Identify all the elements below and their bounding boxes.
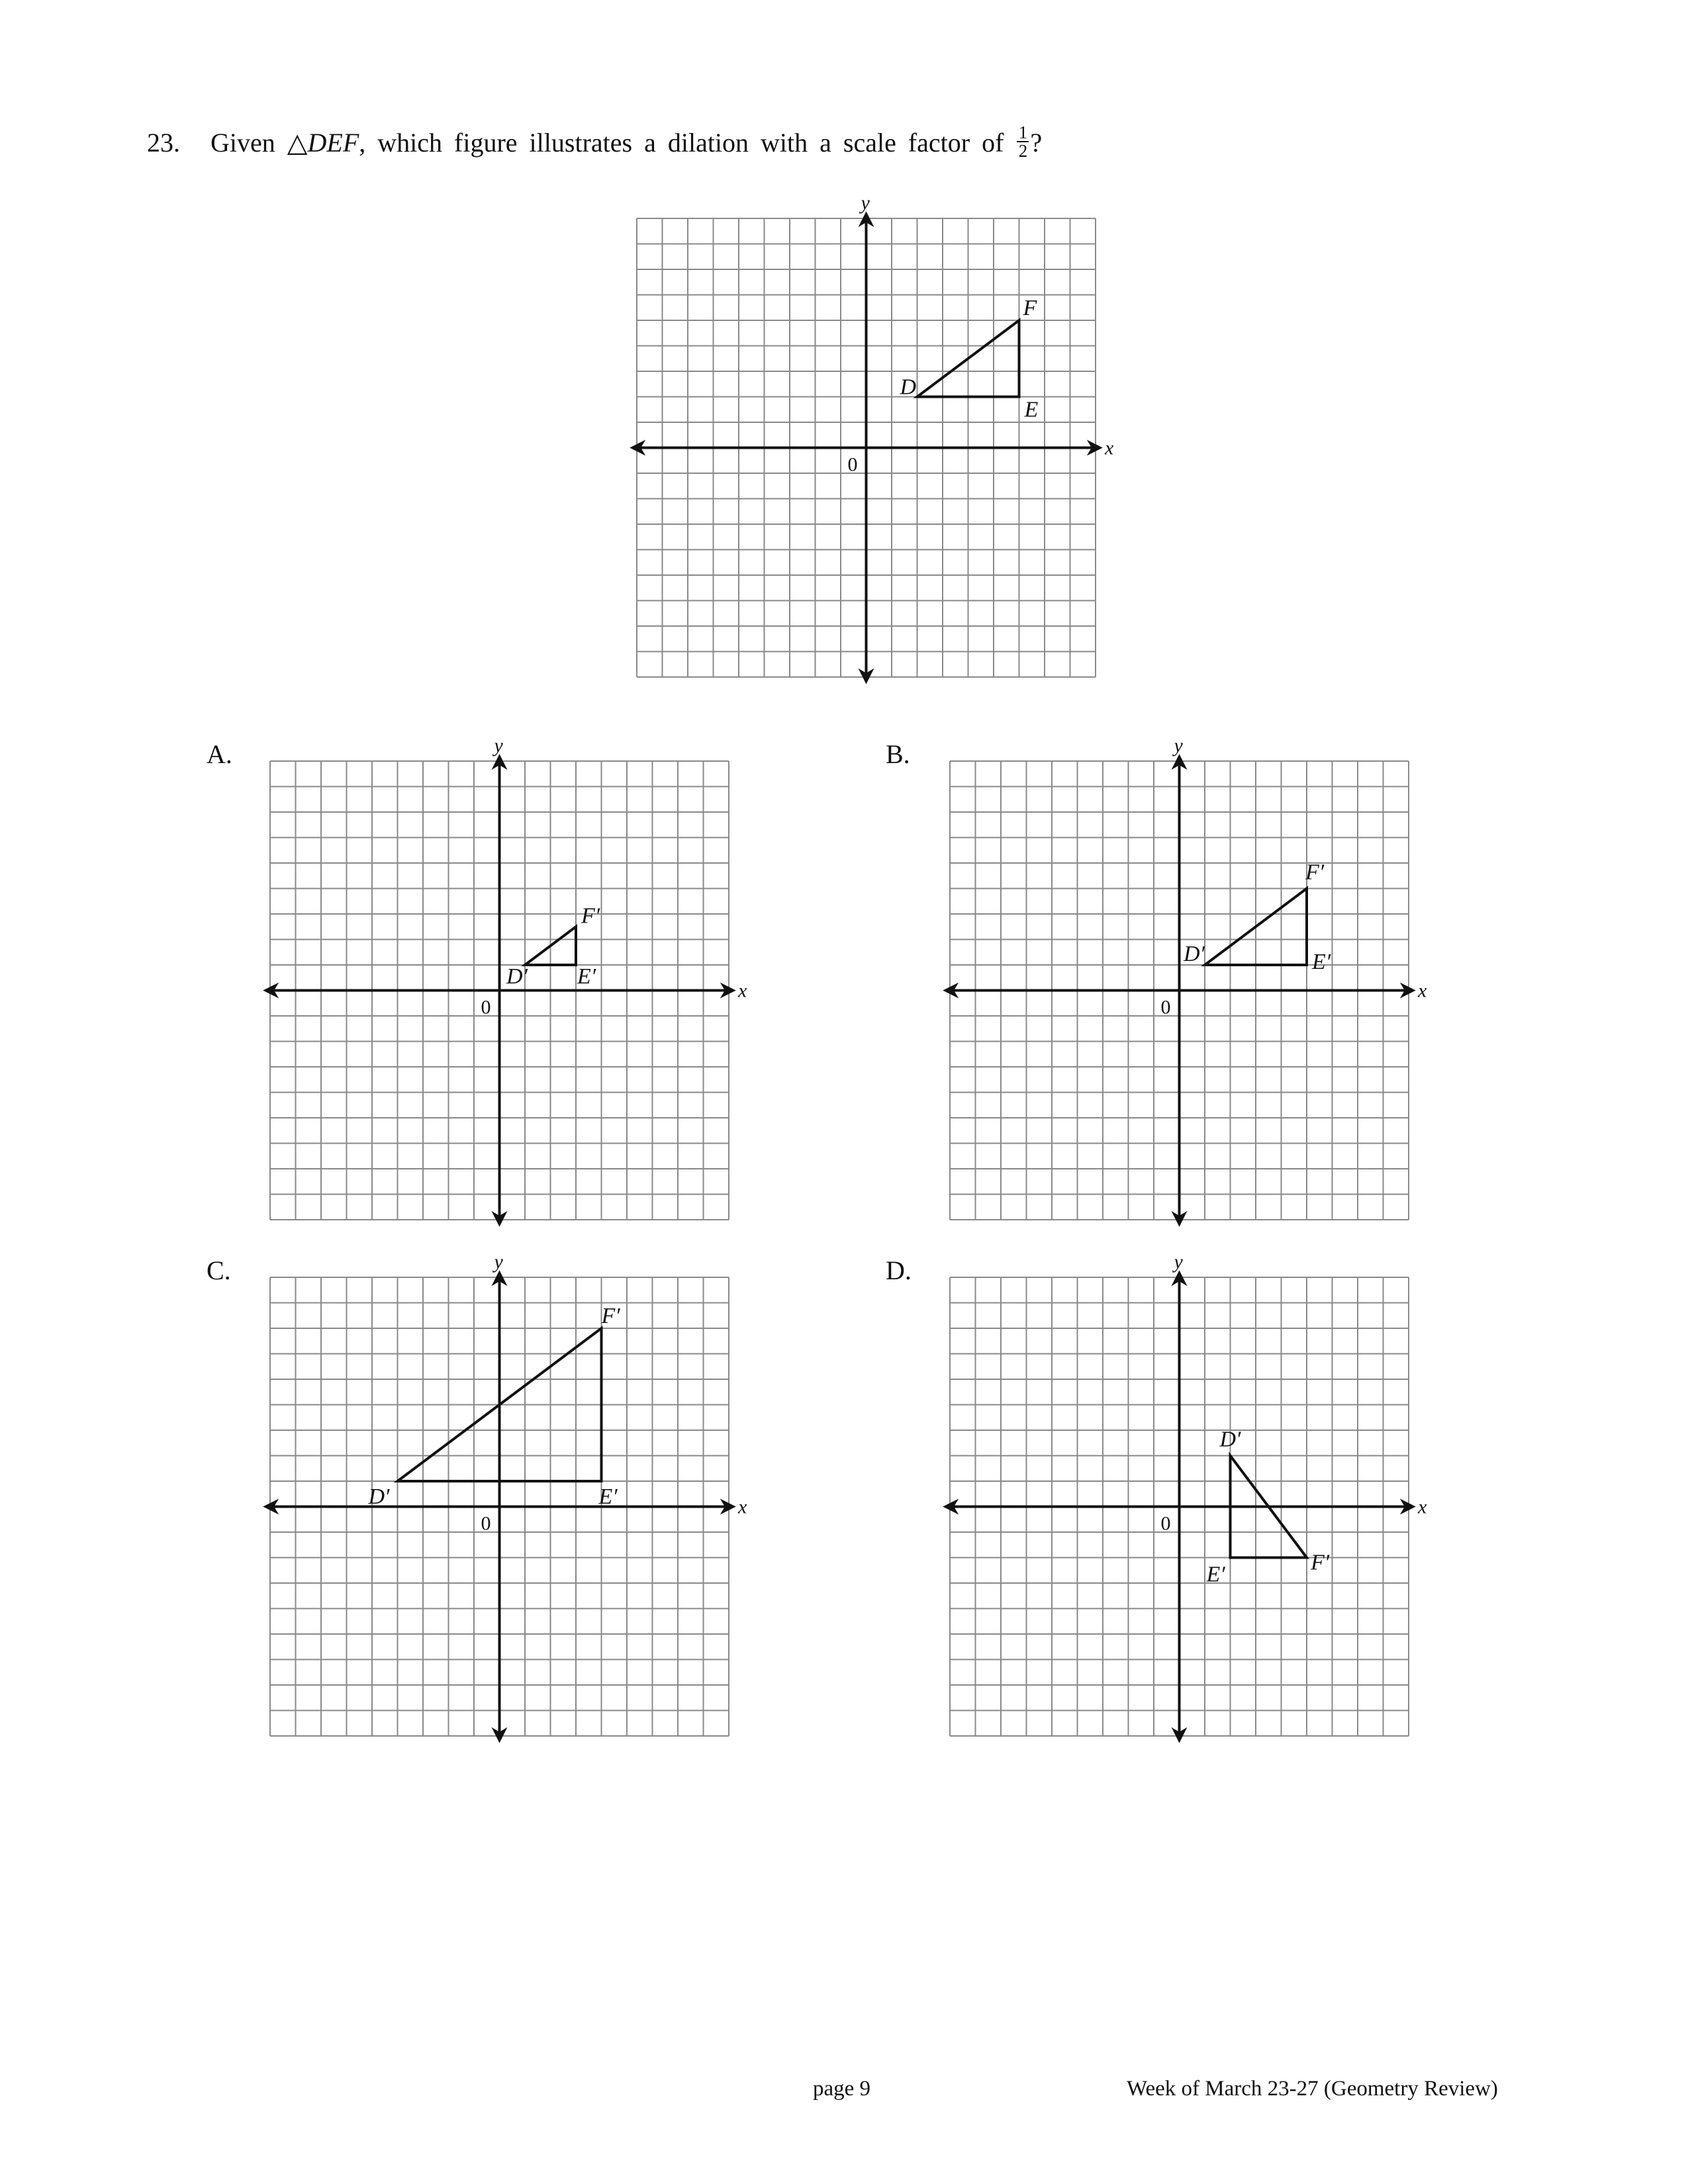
vertex-label: D — [900, 375, 917, 400]
question-number: 23. — [147, 128, 180, 158]
x-axis-label: x — [738, 979, 747, 1002]
y-axis-label: y — [494, 735, 503, 756]
vertex-label: D′ — [368, 1484, 390, 1509]
x-axis-label: x — [738, 1496, 747, 1518]
vertex-label: F — [1023, 296, 1037, 320]
vertex-label: E′ — [1206, 1562, 1225, 1587]
y-axis-label: y — [1174, 1251, 1183, 1273]
origin-label: 0 — [1160, 1512, 1171, 1535]
option-d-graph[interactable] — [943, 1251, 1433, 1754]
vertex-label: F′ — [581, 903, 600, 929]
vertex-label: D′ — [506, 964, 528, 989]
page-number: page 9 — [813, 2077, 871, 2101]
option-letter-c[interactable]: C. — [207, 1255, 231, 1285]
option-letter-a[interactable]: A. — [207, 739, 232, 769]
option-a-graph[interactable] — [263, 735, 753, 1238]
triangle-symbol: △ — [287, 128, 308, 158]
option-letter-b[interactable]: B. — [886, 739, 910, 769]
fraction-denominator: 2 — [1018, 140, 1028, 161]
vertex-label: E — [1024, 397, 1039, 422]
vertex-label: F′ — [601, 1304, 620, 1328]
vertex-label: F′ — [1305, 860, 1325, 885]
x-axis-label: x — [1105, 437, 1114, 459]
question-text — [147, 122, 1043, 163]
vertex-label: D′ — [1184, 942, 1205, 966]
vertex-label: D′ — [1219, 1427, 1241, 1452]
x-axis-label: x — [1418, 1496, 1427, 1518]
option-letter-d[interactable]: D. — [886, 1255, 912, 1285]
given-triangle-graph — [630, 192, 1120, 695]
vertex-label: F′ — [1311, 1550, 1330, 1575]
option-c-graph[interactable] — [263, 1251, 753, 1754]
vertex-label: E′ — [1312, 950, 1331, 974]
vertex-label: E′ — [577, 964, 596, 989]
origin-label: 0 — [847, 453, 858, 476]
option-b-graph[interactable] — [943, 735, 1433, 1238]
y-axis-label: y — [494, 1251, 503, 1273]
question-body: , which figure illustrates a dilation with a scale factor of — [359, 128, 1004, 158]
y-axis-label: y — [861, 192, 870, 214]
x-axis-label: x — [1418, 979, 1427, 1002]
question-mark: ? — [1030, 128, 1043, 158]
question-lead: Given — [211, 128, 275, 158]
scale-factor-fraction — [1017, 124, 1029, 159]
vertex-label: E′ — [598, 1484, 618, 1509]
fraction-numerator: 1 — [1018, 122, 1028, 142]
y-axis-label: y — [1174, 735, 1183, 756]
triangle-name: DEF — [307, 128, 359, 158]
footer-week: Week of March 23-27 (Geometry Review) — [1127, 2077, 1498, 2101]
origin-label: 0 — [481, 996, 491, 1019]
origin-label: 0 — [481, 1512, 491, 1535]
origin-label: 0 — [1160, 996, 1171, 1019]
